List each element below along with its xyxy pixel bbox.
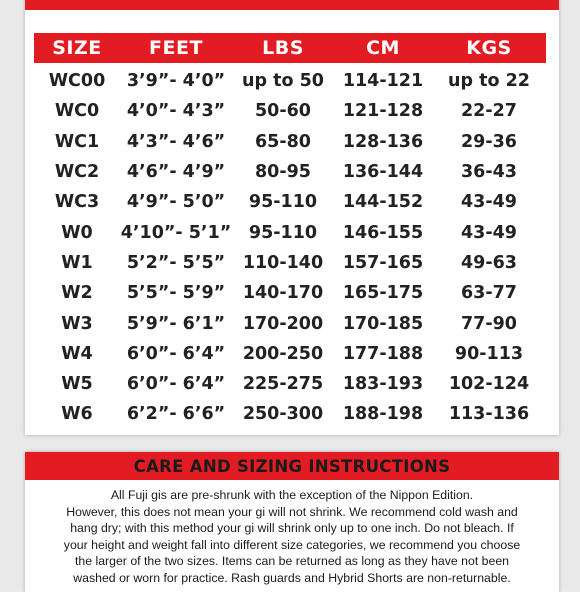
cell-size: W4 bbox=[61, 343, 93, 364]
cell-kgs: 102-124 bbox=[448, 374, 530, 395]
table-row bbox=[34, 308, 546, 338]
cell-kgs: 49-63 bbox=[461, 252, 517, 273]
cell-size: WC0 bbox=[54, 101, 100, 122]
cell-kgs: 29-36 bbox=[461, 131, 517, 152]
cell-lbs: 170-200 bbox=[242, 313, 324, 334]
care-line: hang dry; with this method your gi will shrink only up to one inch. Do not bleach. If bbox=[70, 521, 514, 535]
table-row bbox=[34, 339, 546, 369]
care-title: CARE AND SIZING INSTRUCTIONS bbox=[25, 452, 559, 480]
table-row bbox=[34, 187, 546, 217]
cell-cm: 170-185 bbox=[342, 313, 424, 334]
cell-lbs: 80-95 bbox=[255, 162, 311, 183]
cell-lbs: 200-250 bbox=[242, 343, 324, 364]
cell-kgs: 22-27 bbox=[461, 101, 517, 122]
table-row bbox=[34, 217, 546, 247]
cell-lbs: 95-110 bbox=[248, 192, 318, 213]
cell-cm: 146-155 bbox=[342, 222, 424, 243]
care-instructions-text bbox=[30, 487, 554, 586]
care-line: All Fuji gis are pre-shrunk with the exception of the Nippon Edition. bbox=[110, 488, 474, 502]
cell-kgs: up to 22 bbox=[448, 71, 530, 92]
cell-kgs: 77-90 bbox=[461, 313, 517, 334]
cell-feet: 5’2”- 5’5” bbox=[126, 252, 226, 273]
cell-kgs: 36-43 bbox=[461, 162, 517, 183]
cell-feet: 6’0”- 6’4” bbox=[126, 374, 226, 395]
cell-feet: 4’9”- 5’0” bbox=[126, 192, 226, 213]
cell-feet: 4’3”- 4’6” bbox=[126, 131, 226, 152]
care-line: your height and weight fall into different size categories, we recommend you choose bbox=[63, 537, 521, 552]
cell-lbs: 225-275 bbox=[242, 374, 324, 395]
cell-kgs: 90-113 bbox=[454, 343, 524, 364]
cell-size: W1 bbox=[61, 252, 93, 273]
care-line: washed or worn for practice. Rash guards and Hybrid Shorts are non-returnable. bbox=[73, 570, 511, 585]
cell-cm: 121-128 bbox=[342, 101, 424, 122]
cell-feet: 5’9”- 6’1” bbox=[126, 313, 226, 334]
cell-size: WC2 bbox=[54, 162, 100, 183]
care-line: the larger of the two sizes. Items can be returned as long as they have not been bbox=[74, 554, 510, 568]
cell-cm: 177-188 bbox=[342, 343, 424, 364]
cell-size: WC3 bbox=[54, 192, 100, 213]
care-line: However, this does not mean your gi will not shrink. We recommend cold wash and bbox=[66, 504, 518, 519]
cell-kgs: 63-77 bbox=[461, 283, 517, 304]
table-row bbox=[34, 278, 546, 308]
cell-kgs: 43-49 bbox=[461, 192, 517, 213]
cell-kgs: 43-49 bbox=[461, 222, 517, 243]
table-row bbox=[34, 127, 546, 157]
cell-feet: 5’5”- 5’9” bbox=[126, 283, 226, 304]
table-row bbox=[34, 369, 546, 399]
cell-lbs: 140-170 bbox=[242, 283, 324, 304]
cell-feet: 4’6”- 4’9” bbox=[126, 162, 226, 183]
cell-size: WC1 bbox=[54, 131, 100, 152]
cell-lbs: 65-80 bbox=[255, 131, 311, 152]
cell-feet: 3’9”- 4’0” bbox=[126, 71, 226, 92]
cell-cm: 114-121 bbox=[342, 71, 424, 92]
cell-cm: 136-144 bbox=[342, 162, 424, 183]
cell-feet: 6’2”- 6’6” bbox=[126, 404, 226, 425]
col-header-lbs: LBS bbox=[262, 37, 304, 59]
table-row bbox=[34, 157, 546, 187]
cell-cm: 188-198 bbox=[342, 404, 424, 425]
cell-lbs: 250-300 bbox=[242, 404, 324, 425]
cell-cm: 183-193 bbox=[342, 374, 424, 395]
cell-cm: 144-152 bbox=[342, 192, 424, 213]
cell-size: WC00 bbox=[48, 71, 106, 92]
cell-lbs: 110-140 bbox=[242, 252, 324, 273]
table-header bbox=[34, 33, 546, 63]
col-header-size: SIZE bbox=[52, 37, 102, 59]
table-body bbox=[34, 63, 546, 430]
table-row bbox=[34, 399, 546, 429]
size-chart-table bbox=[34, 33, 546, 430]
header-row bbox=[34, 33, 546, 63]
cell-size: W3 bbox=[61, 313, 93, 334]
col-header-cm: CM bbox=[366, 37, 400, 59]
table-row bbox=[34, 248, 546, 278]
cell-size: W5 bbox=[61, 374, 93, 395]
top-red-bar bbox=[25, 0, 559, 10]
cell-feet: 4’10”- 5’1” bbox=[120, 222, 232, 243]
cell-cm: 165-175 bbox=[342, 283, 424, 304]
cell-size: W0 bbox=[61, 222, 93, 243]
col-header-feet: FEET bbox=[149, 37, 203, 59]
cell-lbs: 50-60 bbox=[255, 101, 311, 122]
cell-kgs: 113-136 bbox=[448, 404, 530, 425]
cell-size: W6 bbox=[61, 404, 93, 425]
cell-feet: 6’0”- 6’4” bbox=[126, 343, 226, 364]
cell-lbs: 95-110 bbox=[248, 222, 318, 243]
cell-cm: 128-136 bbox=[342, 131, 424, 152]
table-row bbox=[34, 63, 546, 96]
col-header-kgs: KGS bbox=[466, 37, 512, 59]
table-row bbox=[34, 96, 546, 126]
cell-lbs: up to 50 bbox=[242, 71, 324, 92]
cell-size: W2 bbox=[61, 283, 93, 304]
cell-cm: 157-165 bbox=[342, 252, 424, 273]
cell-feet: 4’0”- 4’3” bbox=[126, 101, 226, 122]
